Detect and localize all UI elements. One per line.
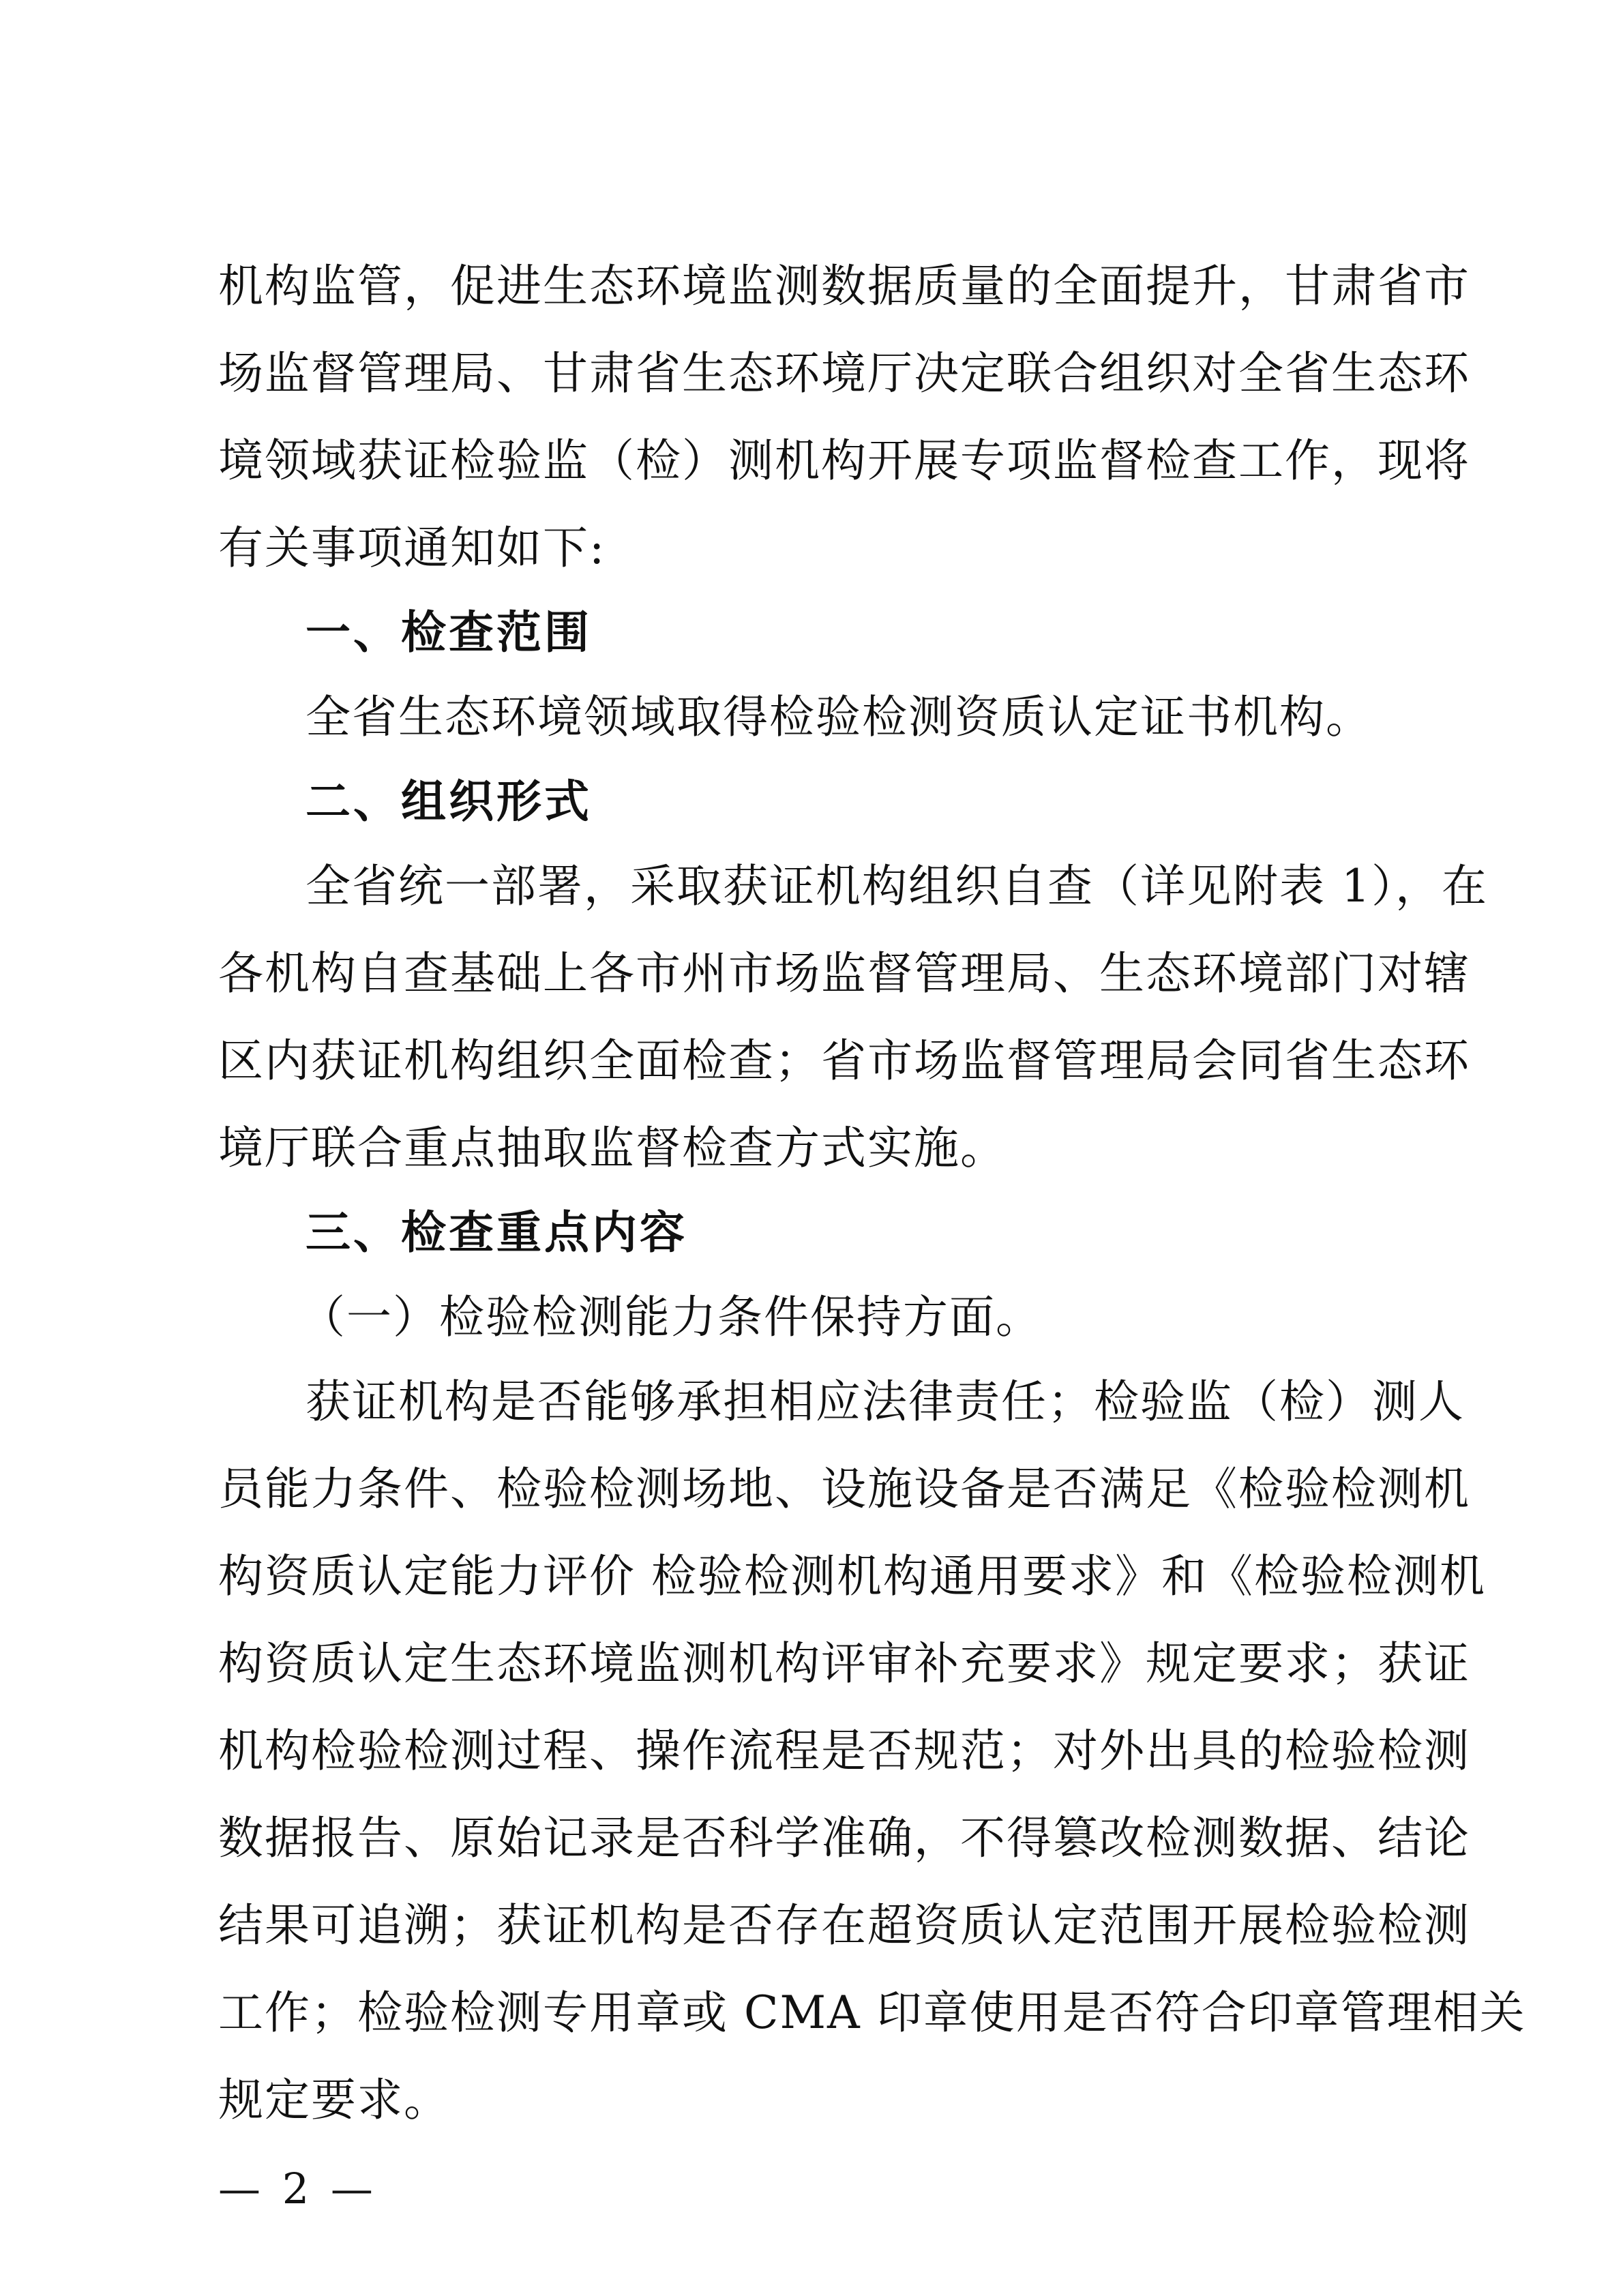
section-2-line-1: 全省统一部署，采取获证机构组织自查（详见附表 1），在 — [306, 860, 1488, 912]
section-1-body: 全省生态环境领域取得检验检测资质认定证书机构。 — [306, 691, 1372, 743]
intro-line-4: 有关事项通知如下: — [218, 522, 606, 574]
intro-line-2: 场监督管理局、甘肃省生态环境厅决定联合组织对全省生态环 — [218, 347, 1470, 400]
section-3-line-9: 规定要求。 — [218, 2074, 450, 2126]
section-2-heading: 二、组织形式 — [306, 775, 592, 828]
section-3-line-2: 员能力条件、检验检测场地、设施设备是否满足《检验检测机 — [218, 1463, 1470, 1515]
intro-line-1: 机构监管，促进生态环境监测数据质量的全面提升，甘肃省市 — [218, 260, 1470, 312]
section-3-line-3: 构资质认定能力评价 检验检测机构通用要求》和《检验检测机 — [218, 1550, 1486, 1602]
section-3-line-1: 获证机构是否能够承担相应法律责任；检验监（检）测人 — [306, 1375, 1465, 1428]
section-2-line-4: 境厅联合重点抽取监督检查方式实施。 — [218, 1122, 1007, 1174]
section-3-line-7: 结果可追溯；获证机构是否存在超资质认定范围开展检验检测 — [218, 1899, 1470, 1952]
section-3-heading: 三、检查重点内容 — [306, 1206, 687, 1259]
page-number: — 2 — — [218, 2164, 377, 2213]
section-2-line-3: 区内获证机构组织全面检查；省市场监督管理局会同省生态环 — [218, 1034, 1470, 1087]
section-2-line-2: 各机构自查基础上各市州市场监督管理局、生态环境部门对辖 — [218, 947, 1470, 1000]
section-1-heading: 一、检查范围 — [306, 606, 592, 659]
section-3-line-6: 数据报告、原始记录是否科学准确，不得篡改检测数据、结论 — [218, 1812, 1470, 1864]
section-3-line-5: 机构检验检测过程、操作流程是否规范；对外出具的检验检测 — [218, 1725, 1470, 1777]
section-3-line-4: 构资质认定生态环境监测机构评审补充要求》规定要求；获证 — [218, 1637, 1470, 1690]
section-3-subheading: （一）检验检测能力条件保持方面。 — [300, 1291, 1042, 1343]
intro-line-3: 境领域获证检验监（检）测机构开展专项监督检查工作，现将 — [218, 434, 1470, 487]
section-3-line-8: 工作；检验检测专用章或 CMA 印章使用是否符合印章管理相关 — [218, 1986, 1526, 2039]
